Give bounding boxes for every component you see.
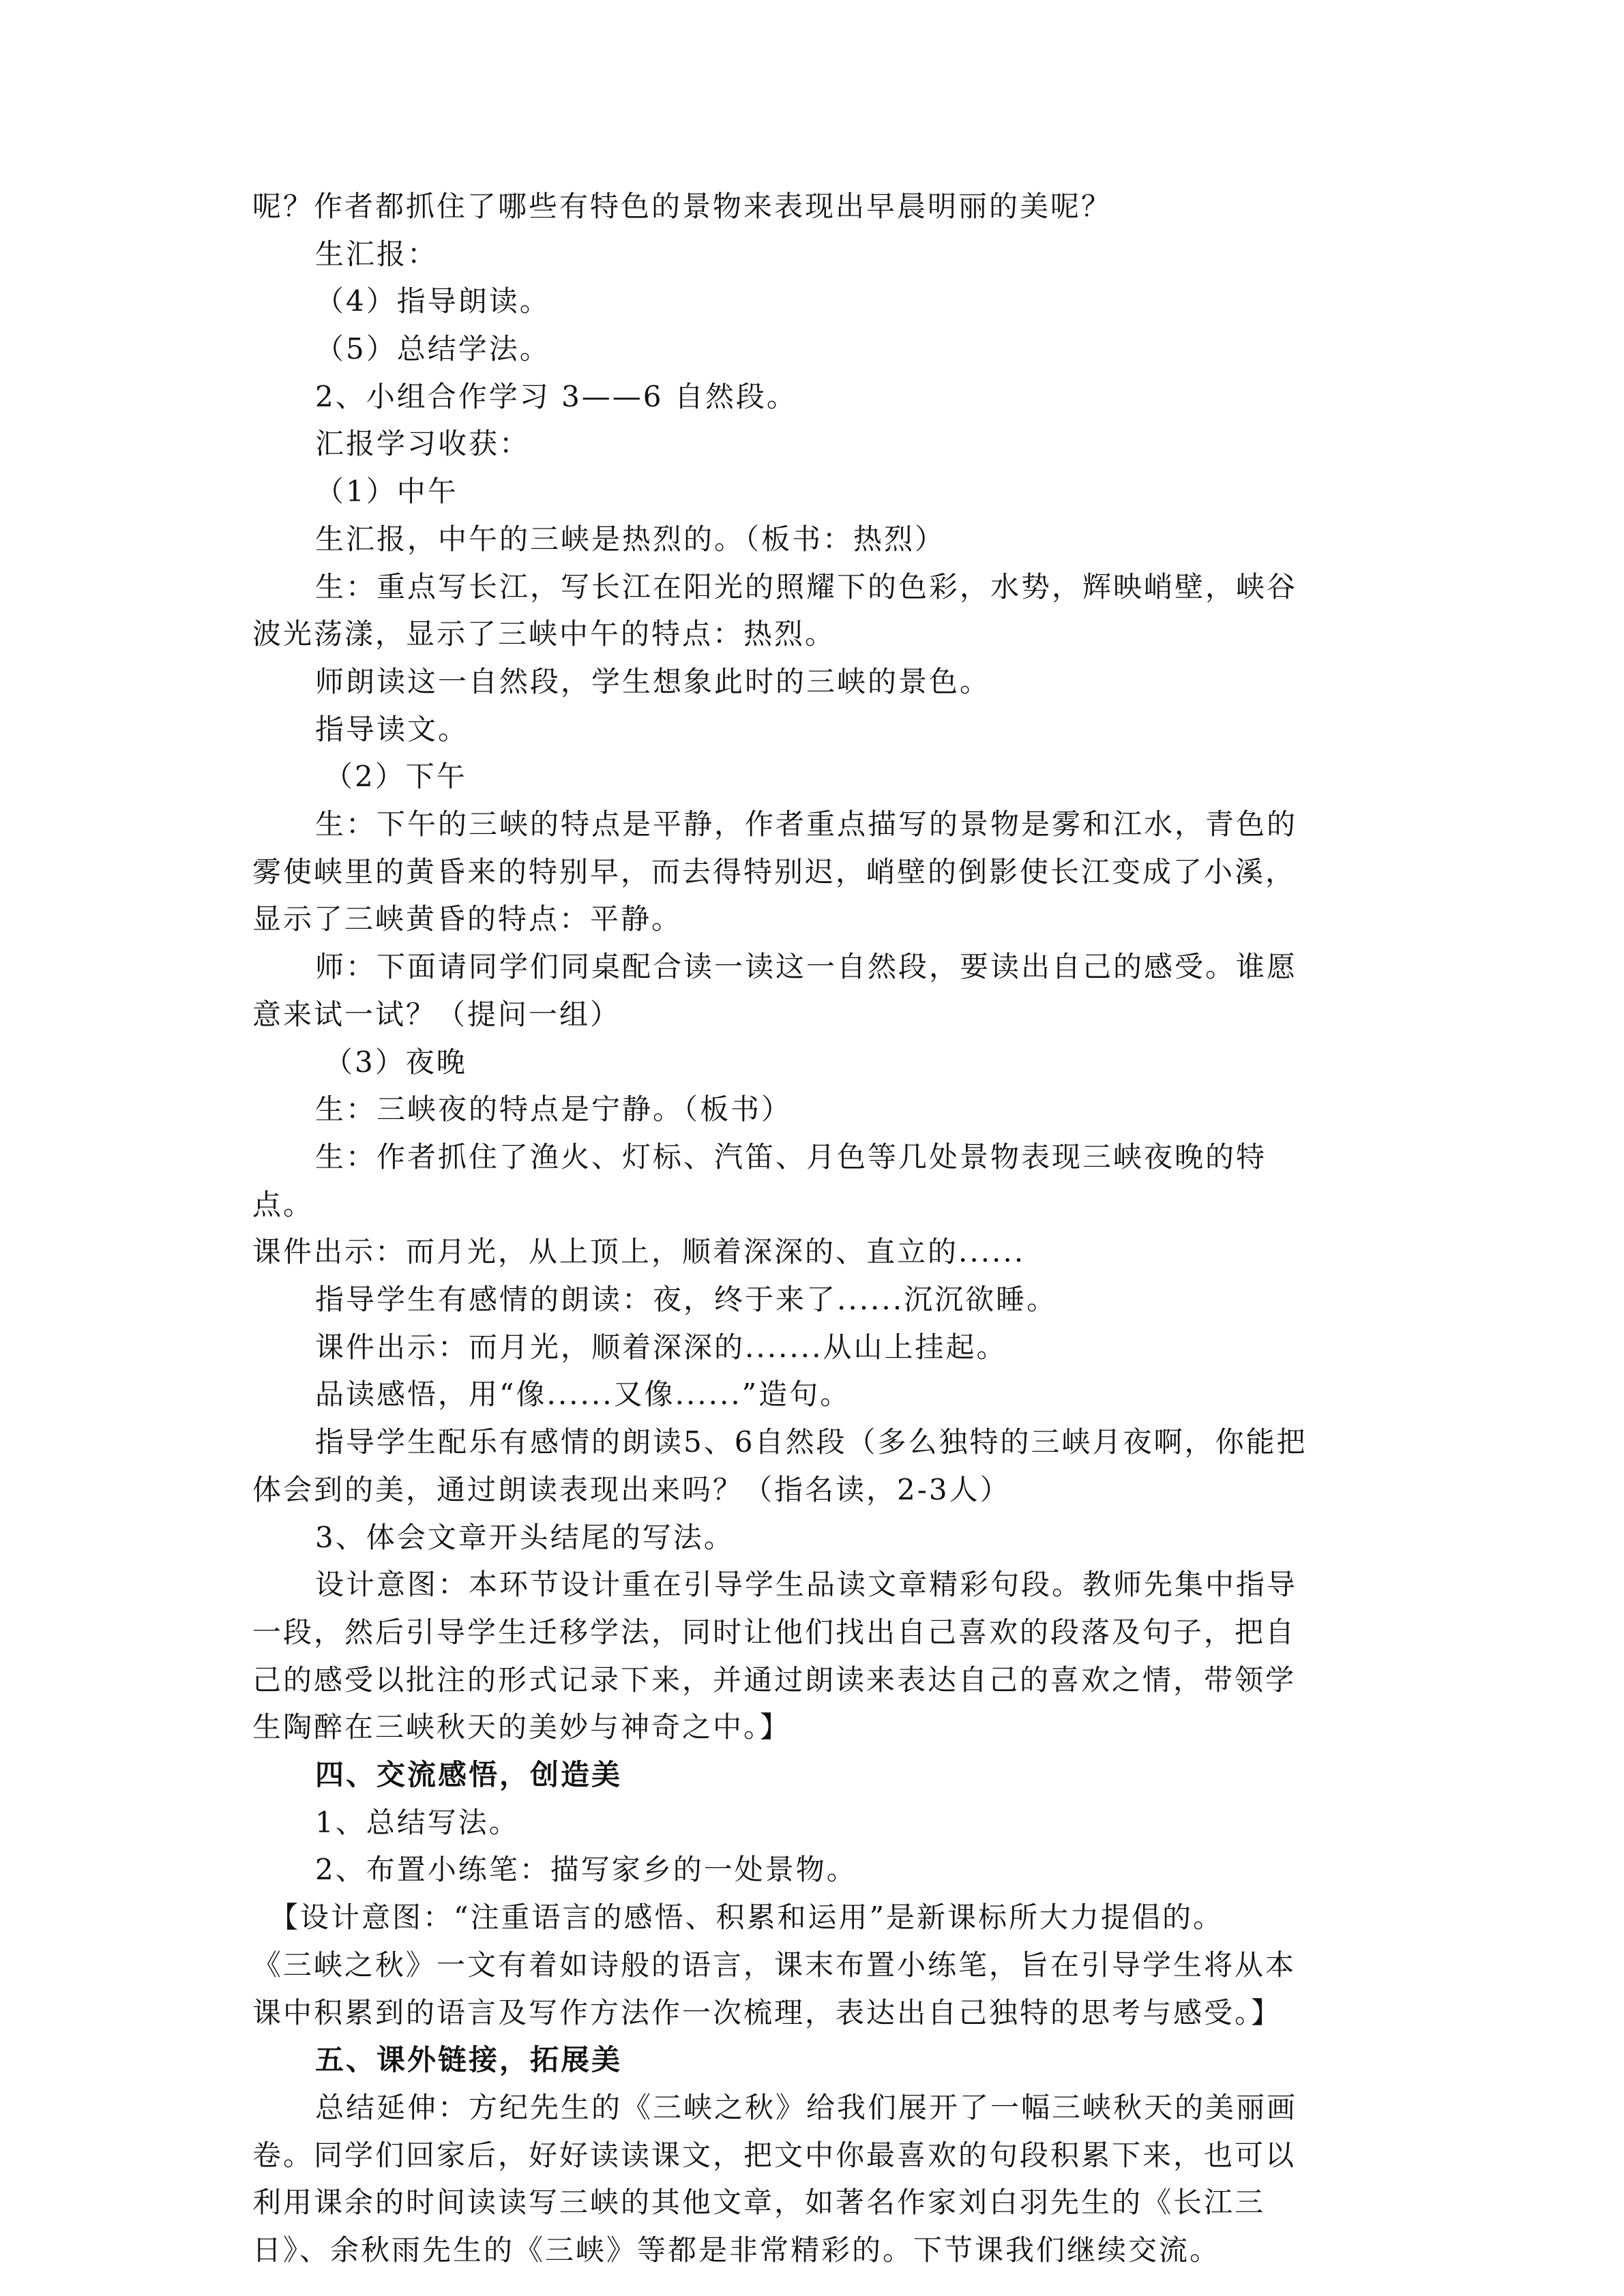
text-line: 总结延伸：方纪先生的《三峡之秋》给我们展开了一幅三峡秋天的美丽画 xyxy=(315,2091,1298,2124)
text-line: 显示了三峡黄昏的特点：平静。 xyxy=(252,902,683,936)
text-line: （5）总结学法。 xyxy=(315,332,550,366)
text-line: 汇报学习收获： xyxy=(315,427,531,460)
text-line: 《三峡之秋》一文有着如诗般的语言，课末布置小练笔，旨在引导学生将从本 xyxy=(252,1948,1297,1982)
text-line: 指导学生有感情的朗读：夜，终于来了......沉沉欲睡。 xyxy=(315,1283,1058,1316)
text-line: 雾使峡里的黄昏来的特别早，而去得特别迟，峭壁的倒影使长江变成了小溪， xyxy=(252,855,1297,889)
text-line: 1、总结写法。 xyxy=(315,1806,520,1839)
text-line: 2、布置小练笔：描写家乡的一处景物。 xyxy=(315,1853,857,1886)
text-line: 设计意图：本环节设计重在引导学生品读文章精彩句段。教师先集中指导 xyxy=(315,1568,1298,1601)
text-line: 生：三峡夜的特点是宁静。（板书） xyxy=(315,1092,793,1126)
text-line: （4）指导朗读。 xyxy=(315,284,550,318)
text-line: 点。 xyxy=(252,1188,314,1221)
section-heading: 四、交流感悟，创造美 xyxy=(315,1758,623,1791)
text-line: 品读感悟，用“像......又像......”造句。 xyxy=(315,1377,851,1411)
text-line: 2、小组合作学习 3——6 自然段。 xyxy=(315,380,797,413)
text-line: 己的感受以批注的形式记录下来，并通过朗读来表达自己的喜欢之情，带领学 xyxy=(252,1663,1297,1697)
text-line: 师：下面请同学们同桌配合读一读这一自然段，要读出自己的感受。谁愿 xyxy=(315,950,1298,983)
text-line: 呢？作者都抓住了哪些有特色的景物来表现出早晨明丽的美呢？ xyxy=(252,190,1112,223)
text-line: 生：下午的三峡的特点是平静，作者重点描写的景物是雾和江水，青色的 xyxy=(315,807,1298,841)
text-line: 利用课余的时间读读写三峡的其他文章，如著名作家刘白羽先生的《长江三 xyxy=(252,2186,1266,2219)
text-line: 体会到的美，通过朗读表现出来吗？（指名读，2-3人） xyxy=(252,1473,1011,1506)
text-line: 生：重点写长江，写长江在阳光的照耀下的色彩，水势，辉映峭壁，峡谷 xyxy=(315,570,1298,603)
text-line: 生汇报： xyxy=(315,237,439,271)
text-line: 卷。同学们回家后，好好读读课文，把文中你最喜欢的句段积累下来，也可以 xyxy=(252,2138,1297,2172)
text-line: （1）中午 xyxy=(315,475,458,508)
text-line: 生：作者抓住了渔火、灯标、汽笛、月色等几处景物表现三峡夜晚的特 xyxy=(315,1140,1267,1174)
text-line: 3、体会文章开头结尾的写法。 xyxy=(315,1521,735,1554)
text-line: 【设计意图：“注重语言的感悟、积累和运用”是新课标所大力提倡的。 xyxy=(269,1900,1224,1934)
text-line: 一段，然后引导学生迁移学法，同时让他们找出自己喜欢的段落及句子，把自 xyxy=(252,1615,1297,1649)
text-line: 意来试一试？（提问一组） xyxy=(252,998,621,1031)
text-line: 课中积累到的语言及写作方法作一次梳理，表达出自己独特的思考与感受。】 xyxy=(252,1996,1282,2029)
text-line: 课件出示：而月光，顺着深深的.......从山上挂起。 xyxy=(315,1330,1007,1364)
text-line: 波光荡漾，显示了三峡中午的特点：热烈。 xyxy=(252,617,836,651)
text-line: 师朗读这一自然段，学生想象此时的三峡的景色。 xyxy=(315,665,991,698)
text-line: 指导学生配乐有感情的朗读5、6自然段（多么独特的三峡月夜啊，你能把 xyxy=(315,1425,1308,1459)
text-line: （3）夜晚 xyxy=(324,1045,467,1079)
section-heading: 五、课外链接，拓展美 xyxy=(315,2043,623,2076)
text-line: 指导读文。 xyxy=(315,713,469,746)
text-line: 生陶醉在三峡秋天的美妙与神奇之中。】 xyxy=(252,1710,791,1744)
text-line: 生汇报，中午的三峡是热烈的。（板书：热烈） xyxy=(315,522,946,556)
text-line: 课件出示：而月光，从上顶上，顺着深深的、直立的...... xyxy=(252,1235,1026,1268)
text-line: 日》、余秋雨先生的《三峡》等都是非常精彩的。下节课我们继续交流。 xyxy=(252,2233,1221,2267)
text-line: （2）下午 xyxy=(324,760,467,793)
